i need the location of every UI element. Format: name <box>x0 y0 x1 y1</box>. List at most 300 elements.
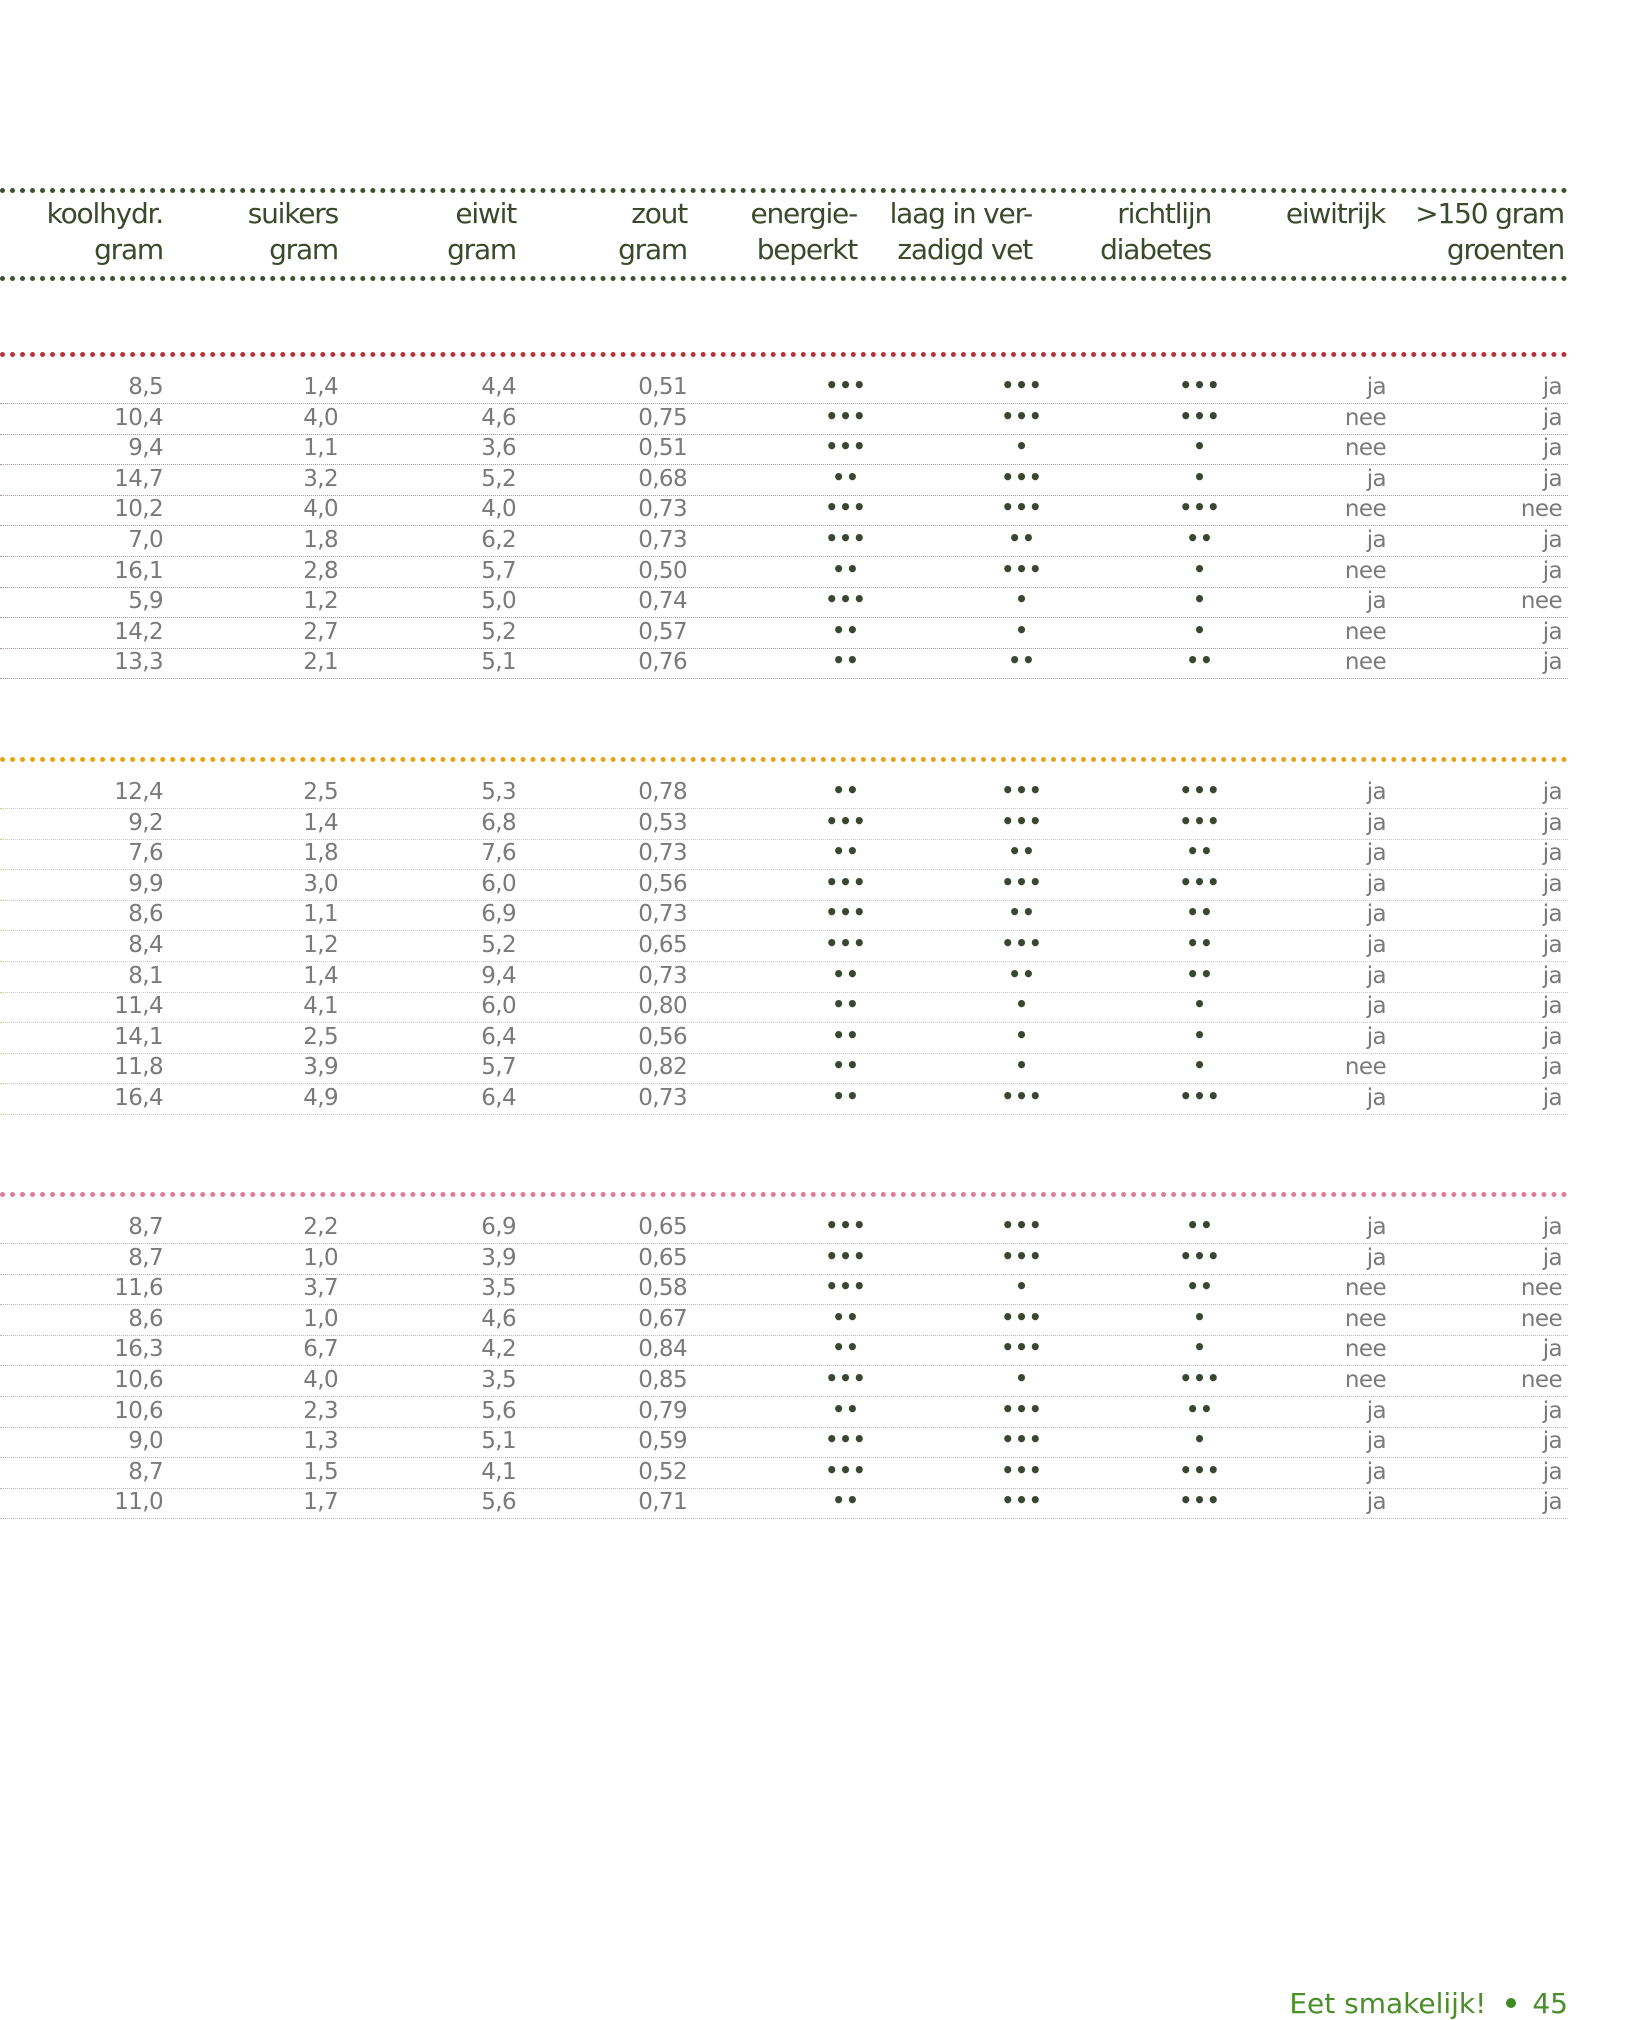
value-cell: 0,53 <box>638 809 687 836</box>
rating-cell: ••• <box>1179 495 1221 520</box>
value-cell: 8,1 <box>128 962 163 989</box>
value-cell: 6,0 <box>481 993 516 1020</box>
rating-cell: ••• <box>1001 1488 1043 1513</box>
yes-no-cell: ja <box>1366 840 1386 867</box>
rating-cell: •• <box>1186 1274 1214 1299</box>
rating-cell: •• <box>832 778 860 802</box>
yes-no-cell: nee <box>1344 435 1386 462</box>
value-cell: 8,6 <box>128 1305 163 1332</box>
value-cell: 1,1 <box>303 435 338 462</box>
page-footer <box>1289 1987 1568 2020</box>
value-cell: 0,74 <box>638 588 687 615</box>
value-cell: 11,6 <box>114 1275 163 1302</box>
yes-no-cell: ja <box>1542 932 1562 958</box>
rating-cell: ••• <box>1001 403 1043 428</box>
value-cell: 5,1 <box>481 649 516 676</box>
value-cell: 13,3 <box>114 649 163 676</box>
column-header <box>47 196 163 268</box>
yes-no-cell: ja <box>1542 1214 1562 1240</box>
value-cell: 9,4 <box>481 962 516 989</box>
rating-cell: •• <box>1008 839 1036 864</box>
rating-cell: •• <box>1186 1396 1214 1421</box>
yes-no-cell: nee <box>1344 496 1386 523</box>
rating-cell: •• <box>1186 839 1214 864</box>
column-header-line1: richtlijn <box>1117 197 1211 230</box>
value-cell: 0,73 <box>638 527 687 553</box>
value-cell: 0,65 <box>638 1214 687 1240</box>
table-row <box>0 464 1568 496</box>
yes-no-cell: ja <box>1366 779 1386 805</box>
rating-cell: ••• <box>1001 808 1043 833</box>
value-cell: 0,75 <box>638 404 687 431</box>
value-cell: 1,0 <box>303 1244 338 1271</box>
value-cell: 16,1 <box>114 557 163 584</box>
value-cell: 7,6 <box>128 840 163 867</box>
value-cell: 0,73 <box>638 1085 687 1111</box>
rating-cell: ••• <box>1001 373 1043 397</box>
yes-no-cell: ja <box>1542 1244 1562 1271</box>
value-cell: 4,1 <box>481 1458 516 1485</box>
value-cell: 0,73 <box>638 496 687 523</box>
page-number: 45 <box>1532 1987 1568 2020</box>
rating-cell: • <box>1193 464 1207 489</box>
value-cell: 1,0 <box>303 1305 338 1332</box>
rating-cell: •• <box>832 617 860 642</box>
rating-cell: ••• <box>1179 1084 1221 1108</box>
rating-cell: ••• <box>1179 808 1221 833</box>
value-cell: 2,1 <box>303 649 338 676</box>
value-cell: 4,0 <box>303 1367 338 1393</box>
rating-cell: ••• <box>1179 1366 1221 1390</box>
yes-no-cell: ja <box>1366 1397 1386 1424</box>
table-row <box>0 617 1568 649</box>
yes-no-cell: nee <box>1344 649 1386 676</box>
yes-no-cell: ja <box>1542 465 1562 492</box>
yes-no-cell: nee <box>1344 1367 1386 1393</box>
value-cell: 3,0 <box>303 870 338 897</box>
value-cell: 0,78 <box>638 779 687 805</box>
column-header-line2: groenten <box>1446 233 1564 266</box>
rating-cell: •• <box>832 1335 860 1360</box>
value-cell: 16,4 <box>114 1085 163 1111</box>
value-cell: 6,9 <box>481 901 516 928</box>
column-header-line1: eiwitrijk <box>1285 197 1385 230</box>
rating-cell: ••• <box>1179 778 1221 802</box>
column-header-line1: suikers <box>247 197 338 230</box>
table-row <box>0 1334 1568 1366</box>
yes-no-cell: ja <box>1542 404 1562 431</box>
rating-cell: ••• <box>1179 869 1221 894</box>
rating-cell: •• <box>832 1488 860 1513</box>
yes-no-cell: ja <box>1542 962 1562 989</box>
value-cell: 1,2 <box>303 932 338 958</box>
value-cell: 4,0 <box>303 496 338 523</box>
yes-no-cell: ja <box>1542 993 1562 1020</box>
yes-no-cell: nee <box>1344 1275 1386 1302</box>
value-cell: 1,4 <box>303 962 338 989</box>
value-cell: 3,5 <box>481 1367 516 1393</box>
section-divider <box>0 352 1568 357</box>
rating-cell: ••• <box>825 1366 867 1390</box>
table-row <box>0 1487 1568 1519</box>
value-cell: 0,67 <box>638 1305 687 1332</box>
rating-cell: • <box>1193 1427 1207 1452</box>
rating-cell: ••• <box>1001 869 1043 894</box>
value-cell: 8,7 <box>128 1214 163 1240</box>
yes-no-cell: ja <box>1542 1054 1562 1081</box>
table-row <box>0 1052 1568 1084</box>
value-cell: 6,2 <box>481 527 516 553</box>
value-cell: 0,80 <box>638 993 687 1020</box>
value-cell: 11,4 <box>114 993 163 1020</box>
yes-no-cell: nee <box>1344 1305 1386 1332</box>
rating-cell: •• <box>1186 931 1214 955</box>
yes-no-cell: ja <box>1366 1489 1386 1516</box>
table-row <box>0 1457 1568 1489</box>
rating-cell: •• <box>832 961 860 986</box>
rating-cell: • <box>1015 992 1029 1017</box>
rating-cell: ••• <box>825 1243 867 1268</box>
value-cell: 2,5 <box>303 1023 338 1050</box>
value-cell: 4,6 <box>481 404 516 431</box>
value-cell: 4,9 <box>303 1085 338 1111</box>
rating-cell: ••• <box>1179 373 1221 397</box>
yes-no-cell: ja <box>1366 870 1386 897</box>
value-cell: 4,6 <box>481 1305 516 1332</box>
value-cell: 0,76 <box>638 649 687 676</box>
rating-cell: ••• <box>825 434 867 459</box>
column-header-line2: gram <box>447 233 516 266</box>
column-header-line2: zadigd vet <box>897 233 1032 266</box>
value-cell: 6,9 <box>481 1214 516 1240</box>
value-cell: 1,5 <box>303 1458 338 1485</box>
value-cell: 3,5 <box>481 1275 516 1302</box>
value-cell: 1,8 <box>303 527 338 553</box>
value-cell: 16,3 <box>114 1336 163 1363</box>
table-row <box>0 1083 1568 1115</box>
rating-cell: ••• <box>825 1457 867 1482</box>
table-row <box>0 961 1568 993</box>
value-cell: 0,73 <box>638 962 687 989</box>
yes-no-cell: ja <box>1366 932 1386 958</box>
value-cell: 1,2 <box>303 588 338 615</box>
value-cell: 9,4 <box>128 435 163 462</box>
value-cell: 5,6 <box>481 1489 516 1516</box>
value-cell: 0,85 <box>638 1367 687 1393</box>
rating-cell: •• <box>832 1396 860 1421</box>
value-cell: 8,4 <box>128 932 163 958</box>
yes-no-cell: ja <box>1542 1489 1562 1516</box>
rating-cell: ••• <box>1001 1243 1043 1268</box>
yes-no-cell: ja <box>1366 588 1386 615</box>
yes-no-cell: ja <box>1366 465 1386 492</box>
rating-cell: ••• <box>1001 1396 1043 1421</box>
value-cell: 1,1 <box>303 901 338 928</box>
rating-cell: ••• <box>1001 1304 1043 1329</box>
yes-no-cell: ja <box>1542 1336 1562 1363</box>
value-cell: 0,73 <box>638 840 687 867</box>
yes-no-cell: ja <box>1542 1458 1562 1485</box>
rating-cell: ••• <box>825 808 867 833</box>
value-cell: 9,9 <box>128 870 163 897</box>
value-cell: 14,2 <box>114 618 163 645</box>
rating-cell: • <box>1015 1053 1029 1078</box>
rating-cell: •• <box>832 1084 860 1108</box>
yes-no-cell: nee <box>1344 1054 1386 1081</box>
value-cell: 0,84 <box>638 1336 687 1363</box>
yes-no-cell: ja <box>1366 993 1386 1020</box>
value-cell: 1,3 <box>303 1428 338 1455</box>
header-top-rule <box>0 188 1568 193</box>
yes-no-cell: ja <box>1542 1428 1562 1455</box>
value-cell: 9,2 <box>128 809 163 836</box>
yes-no-cell: ja <box>1542 374 1562 400</box>
rating-cell: ••• <box>1001 464 1043 489</box>
value-cell: 6,7 <box>303 1336 338 1363</box>
footer-text: Eet smakelijk! <box>1289 1987 1487 2020</box>
rating-cell: •• <box>1008 961 1036 986</box>
rating-cell: • <box>1193 1304 1207 1329</box>
value-cell: 5,1 <box>481 1428 516 1455</box>
table-row <box>0 433 1568 465</box>
column-header <box>1100 196 1211 268</box>
table-row <box>0 403 1568 435</box>
rating-cell: • <box>1193 434 1207 459</box>
rating-cell: •• <box>1186 526 1214 550</box>
rating-cell: ••• <box>825 1427 867 1452</box>
rating-cell: • <box>1015 1274 1029 1299</box>
yes-no-cell: ja <box>1542 435 1562 462</box>
yes-no-cell: ja <box>1542 527 1562 553</box>
table-row <box>0 372 1568 404</box>
rating-cell: •• <box>1186 900 1214 925</box>
table-row <box>0 777 1568 809</box>
value-cell: 5,9 <box>128 588 163 615</box>
table-row <box>0 899 1568 931</box>
rating-cell: ••• <box>825 495 867 520</box>
value-cell: 7,6 <box>481 840 516 867</box>
rating-cell: •• <box>832 464 860 489</box>
column-header-line2 <box>1286 232 1385 268</box>
value-cell: 5,7 <box>481 1054 516 1081</box>
rating-cell: •• <box>832 648 860 673</box>
column-header <box>750 196 857 268</box>
value-cell: 4,0 <box>481 496 516 523</box>
value-cell: 0,71 <box>638 1489 687 1516</box>
rating-cell: • <box>1193 1022 1207 1047</box>
value-cell: 3,7 <box>303 1275 338 1302</box>
value-cell: 2,2 <box>303 1214 338 1240</box>
rating-cell: ••• <box>825 1274 867 1299</box>
column-header-line1: eiwit <box>455 197 516 230</box>
rating-cell: • <box>1015 1366 1029 1390</box>
value-cell: 1,8 <box>303 840 338 867</box>
yes-no-cell: ja <box>1366 1023 1386 1050</box>
yes-no-cell: ja <box>1366 1428 1386 1455</box>
yes-no-cell: ja <box>1542 649 1562 676</box>
column-header-line2: beperkt <box>756 233 857 266</box>
rating-cell: ••• <box>1001 1427 1043 1452</box>
rating-cell: ••• <box>1179 1488 1221 1513</box>
value-cell: 0,52 <box>638 1458 687 1485</box>
rating-cell: • <box>1193 1053 1207 1078</box>
table-row <box>0 838 1568 870</box>
rating-cell: • <box>1193 617 1207 642</box>
table-row <box>0 556 1568 588</box>
column-header <box>1415 196 1564 268</box>
column-header-line1: >150 gram <box>1415 197 1564 230</box>
table-row <box>0 1273 1568 1305</box>
rating-cell: •• <box>832 556 860 581</box>
value-cell: 0,73 <box>638 901 687 928</box>
value-cell: 14,7 <box>114 465 163 492</box>
rating-cell: ••• <box>1001 778 1043 802</box>
yes-no-cell: nee <box>1344 1336 1386 1363</box>
value-cell: 0,79 <box>638 1397 687 1424</box>
section-divider <box>0 1192 1568 1197</box>
column-header <box>248 196 338 268</box>
column-header <box>1286 196 1385 268</box>
value-cell: 0,58 <box>638 1275 687 1302</box>
rating-cell: •• <box>1186 961 1214 986</box>
value-cell: 0,56 <box>638 870 687 897</box>
yes-no-cell: nee <box>1520 496 1562 523</box>
value-cell: 3,6 <box>481 435 516 462</box>
rating-cell: • <box>1193 992 1207 1017</box>
section-divider <box>0 757 1568 762</box>
value-cell: 4,4 <box>481 374 516 400</box>
value-cell: 5,2 <box>481 932 516 958</box>
rating-cell: ••• <box>825 931 867 955</box>
yes-no-cell: ja <box>1366 1458 1386 1485</box>
table-row <box>0 1396 1568 1428</box>
table-row <box>0 1426 1568 1458</box>
value-cell: 3,2 <box>303 465 338 492</box>
value-cell: 0,57 <box>638 618 687 645</box>
table-row <box>0 647 1568 679</box>
column-header-line2: gram <box>94 233 163 266</box>
yes-no-cell: nee <box>1344 557 1386 584</box>
value-cell: 5,2 <box>481 465 516 492</box>
yes-no-cell: nee <box>1520 588 1562 615</box>
value-cell: 2,5 <box>303 779 338 805</box>
value-cell: 2,3 <box>303 1397 338 1424</box>
yes-no-cell: ja <box>1366 809 1386 836</box>
value-cell: 14,1 <box>114 1023 163 1050</box>
table-row <box>0 494 1568 526</box>
yes-no-cell: ja <box>1542 618 1562 645</box>
yes-no-cell: nee <box>1344 404 1386 431</box>
value-cell: 3,9 <box>481 1244 516 1271</box>
rating-cell: • <box>1193 556 1207 581</box>
table-row <box>0 1212 1568 1244</box>
yes-no-cell: nee <box>1520 1367 1562 1393</box>
yes-no-cell: ja <box>1366 374 1386 400</box>
yes-no-cell: ja <box>1366 1085 1386 1111</box>
value-cell: 9,0 <box>128 1428 163 1455</box>
rating-cell: ••• <box>825 403 867 428</box>
rating-cell: ••• <box>1179 1243 1221 1268</box>
value-cell: 8,7 <box>128 1458 163 1485</box>
value-cell: 5,3 <box>481 779 516 805</box>
yes-no-cell: ja <box>1366 1244 1386 1271</box>
header-bottom-rule <box>0 276 1568 281</box>
rating-cell: ••• <box>1179 1457 1221 1482</box>
column-header-line1: energie- <box>750 197 857 230</box>
rating-cell: •• <box>832 1022 860 1047</box>
value-cell: 0,56 <box>638 1023 687 1050</box>
table-row <box>0 525 1568 557</box>
value-cell: 10,6 <box>114 1397 163 1424</box>
value-cell: 7,0 <box>128 527 163 553</box>
yes-no-cell: ja <box>1542 1085 1562 1111</box>
value-cell: 8,7 <box>128 1244 163 1271</box>
value-cell: 5,7 <box>481 557 516 584</box>
column-header-line2: diabetes <box>1100 233 1211 266</box>
yes-no-cell: ja <box>1542 870 1562 897</box>
rating-cell: •• <box>1186 1213 1214 1237</box>
rating-cell: •• <box>1186 648 1214 673</box>
rating-cell: ••• <box>825 587 867 612</box>
yes-no-cell: ja <box>1542 901 1562 928</box>
value-cell: 0,50 <box>638 557 687 584</box>
value-cell: 4,0 <box>303 404 338 431</box>
value-cell: 3,9 <box>303 1054 338 1081</box>
rating-cell: ••• <box>1001 495 1043 520</box>
value-cell: 2,7 <box>303 618 338 645</box>
column-header <box>890 196 1032 268</box>
yes-no-cell: ja <box>1542 779 1562 805</box>
yes-no-cell: ja <box>1542 1397 1562 1424</box>
column-header-line2: gram <box>269 233 338 266</box>
value-cell: 6,4 <box>481 1023 516 1050</box>
column-header <box>447 196 516 268</box>
yes-no-cell: nee <box>1520 1305 1562 1332</box>
rating-cell: •• <box>832 992 860 1017</box>
rating-cell: ••• <box>1179 403 1221 428</box>
yes-no-cell: ja <box>1542 557 1562 584</box>
table-row <box>0 1365 1568 1397</box>
value-cell: 1,7 <box>303 1489 338 1516</box>
yes-no-cell: ja <box>1542 840 1562 867</box>
value-cell: 4,2 <box>481 1336 516 1363</box>
value-cell: 0,51 <box>638 435 687 462</box>
rating-cell: ••• <box>1001 1335 1043 1360</box>
value-cell: 1,4 <box>303 374 338 400</box>
yes-no-cell: ja <box>1366 527 1386 553</box>
table-row <box>0 869 1568 901</box>
column-header <box>618 196 687 268</box>
value-cell: 10,6 <box>114 1367 163 1393</box>
value-cell: 0,51 <box>638 374 687 400</box>
value-cell: 6,8 <box>481 809 516 836</box>
rating-cell: • <box>1015 434 1029 459</box>
yes-no-cell: ja <box>1366 962 1386 989</box>
table-row <box>0 1243 1568 1275</box>
value-cell: 6,4 <box>481 1085 516 1111</box>
table-row <box>0 586 1568 618</box>
rating-cell: ••• <box>825 900 867 925</box>
yes-no-cell: ja <box>1366 1214 1386 1240</box>
column-header-line1: zout <box>631 197 687 230</box>
rating-cell: ••• <box>825 526 867 550</box>
column-header-line1: laag in ver- <box>889 197 1032 230</box>
rating-cell: ••• <box>1001 556 1043 581</box>
table-row <box>0 808 1568 840</box>
rating-cell: ••• <box>825 373 867 397</box>
rating-cell: ••• <box>825 869 867 894</box>
value-cell: 0,65 <box>638 932 687 958</box>
